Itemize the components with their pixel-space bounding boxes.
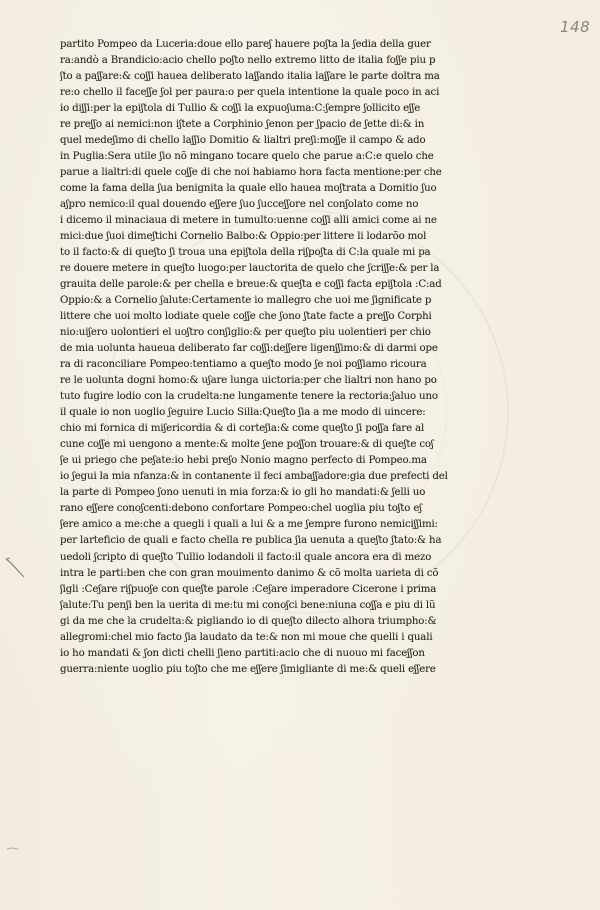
text-line: il quale io non uoglio ʃeguire Lucio Silla:Queʃto ʃia a me modo di uincere: [60,407,426,419]
text-line: Oppio:& a Cornelio ʃalute:Certamente io mallegro che uoi me ʃignificate p [60,295,432,307]
text-line: littere che uoi molto lodiate quele coʃʃe che ʃono ʃtate facte a preʃʃo Corphi [60,311,432,323]
text-line: come la fama della ʃua benignita la quale ello hauea moʃtrata a Domitio ʃuo [60,183,437,195]
text-line: parue a lialtri:di quele coʃʃe di che noi habiamo hora facta mentione:per che [60,167,442,179]
text-line: chio mi fornica di miʃericordia & di corteʃia:& come queʃto ʃi poʃʃa fare al [60,423,425,435]
text-line: per larteficio de quali e facto chella re publica ʃia uenuta a queʃto ʃtato:& ha [60,535,442,547]
text-line: re douere metere in queʃto luogo:per lauctorita de quelo che ʃcriʃʃe:& per la [60,263,440,275]
text-line: ra di raconciliare Pompeo:tentiamo a queʃto modo ʃe noi poʃʃiamo ricoura [60,359,427,371]
text-line: partito Pompeo da Luceria:doue ello pareʃ hauere poʃta la ʃedia della guer [60,39,431,50]
text-line: ʃere amico a me:che a quegli i quali a lui & a me ʃempre furono nemiciʃʃimi: [60,519,438,531]
text-line: intra le parti:ben che con gran mouimento danimo & cõ molta uarieta di cõ [60,567,439,579]
text-line: de mia uolunta haueua deliberato far coʃʃi:deʃʃere ligenʃʃimo:& di darmi ope [60,343,438,355]
text-line: re preʃʃo ai nemici:non iʃtete a Corphinio ʃenon per ʃpacio de ʃette di:& in [60,119,425,131]
text-line: ʃalute:Tu penʃi ben la uerita di me:tu mi conoʃci bene:niuna coʃʃa e piu di lũ [60,599,436,611]
text-block [60,37,480,678]
text-line: ʃto a paʃʃare:& coʃʃi hauea deliberato laʃʃando italia laʃʃare le parte doltra ma [60,71,440,83]
text-line: io ho mandati & ʃon dicti chelli ʃieno partiti:acio che di nuouo mi faceʃʃon [60,647,425,659]
text-line: io ʃegui la mia nfanza:& in contanente il feci ambaʃʃadore:gia due prefecti del [60,471,448,483]
text-line: tuto fugire lodio con la crudelta:ne lungamente tenere la rectoria:ʃaluo uno [60,391,438,403]
text-line: la parte di Pompeo ʃono uenuti in mia forza:& io gli ho mandati:& ʃelli uo [60,487,426,499]
text-line: aʃpro nemico:il qual douendo eʃʃere ʃuo ʃucceʃʃore nel conʃolato come no [60,199,419,211]
text-line: to il facto:& di queʃto ʃi troua una epiʃtola della riʃpoʃta di C:la quale mi pa [60,247,431,259]
text-line: cune coʃʃe mi uengono a mente:& molte ʃene poʃʃon trouare:& di queʃte coʃ [60,439,434,451]
text-line: ra:andò a Brandicio:acio chello poʃto nello extremo litto de italia foʃʃe piu p [60,55,436,67]
text-line: gi da me che la crudelta:& pigliando io di queʃto dilecto alhora triumpho:& [60,615,437,627]
text-line: nio:uiʃero uolontieri el uoʃtro conʃiglio:& per queʃto piu uolentieri per chio [60,327,431,339]
text-line: i dicemo il minaciaua di metere in tumulto:uenne coʃʃi alli amici come ai ne [60,215,437,227]
text-line: rano eʃʃere conoʃcenti:debono confortare Pompeo:chel uoglia piu toʃto eʃ [60,503,422,515]
text-line: uedoli ʃcripto di queʃto Tullio lodandoli il facto:il quale ancora era di mezo [60,551,432,563]
text-line: in Puglia:Sera utile ʃio nõ mingano tocare quelo che parue a:C:e quelo che [60,151,434,163]
text-line: mici:due ʃuoi dimeʃtichi Cornelio Balbo:& Oppio:per littere li lodarõo mol [60,231,427,243]
text-line: re le uolunta dogni homo:& uʃare lunga uictoria:per che lialtri non hano po [60,375,437,387]
text-line: io diʃʃi:per la epiʃtola di Tullio & coʃʃi la expuoʃuma:C:ʃempre ʃollicito eʃʃe [60,103,421,115]
text-line: re:o chello il faceʃʃe ʃol per paura:o per quela intentione la quale poco in aci [60,87,440,99]
folio-number: 148 [560,18,591,36]
margin-bracket-mark [4,555,26,581]
text-line: grauita delle parole:& per chella e breue:& queʃta e coʃʃi facta epiʃtola :C:ad [60,279,442,291]
text-line: ʃigli :Ceʃare riʃpuoʃe con queʃte parole :Ceʃare imperadore Cicerone i prima [60,583,437,595]
text-line: allegromi:chel mio facto ʃia laudato da te:& non mi moue che quelli i quali [60,631,433,643]
text-line: quel medeʃimo di chello laʃʃio Domitio & lialtri preʃi:moʃʃe il campo & ado [60,135,426,147]
text-line: ʃe ui priego che peʃate:io hebi preʃo Nonio magno perfecto di Pompeo.ma [60,455,427,467]
text-line: guerra:niente uoglio piu toʃto che me eʃʃere ʃimigliante di me:& queli eʃʃere [60,663,436,675]
margin-tick-mark [6,845,20,851]
